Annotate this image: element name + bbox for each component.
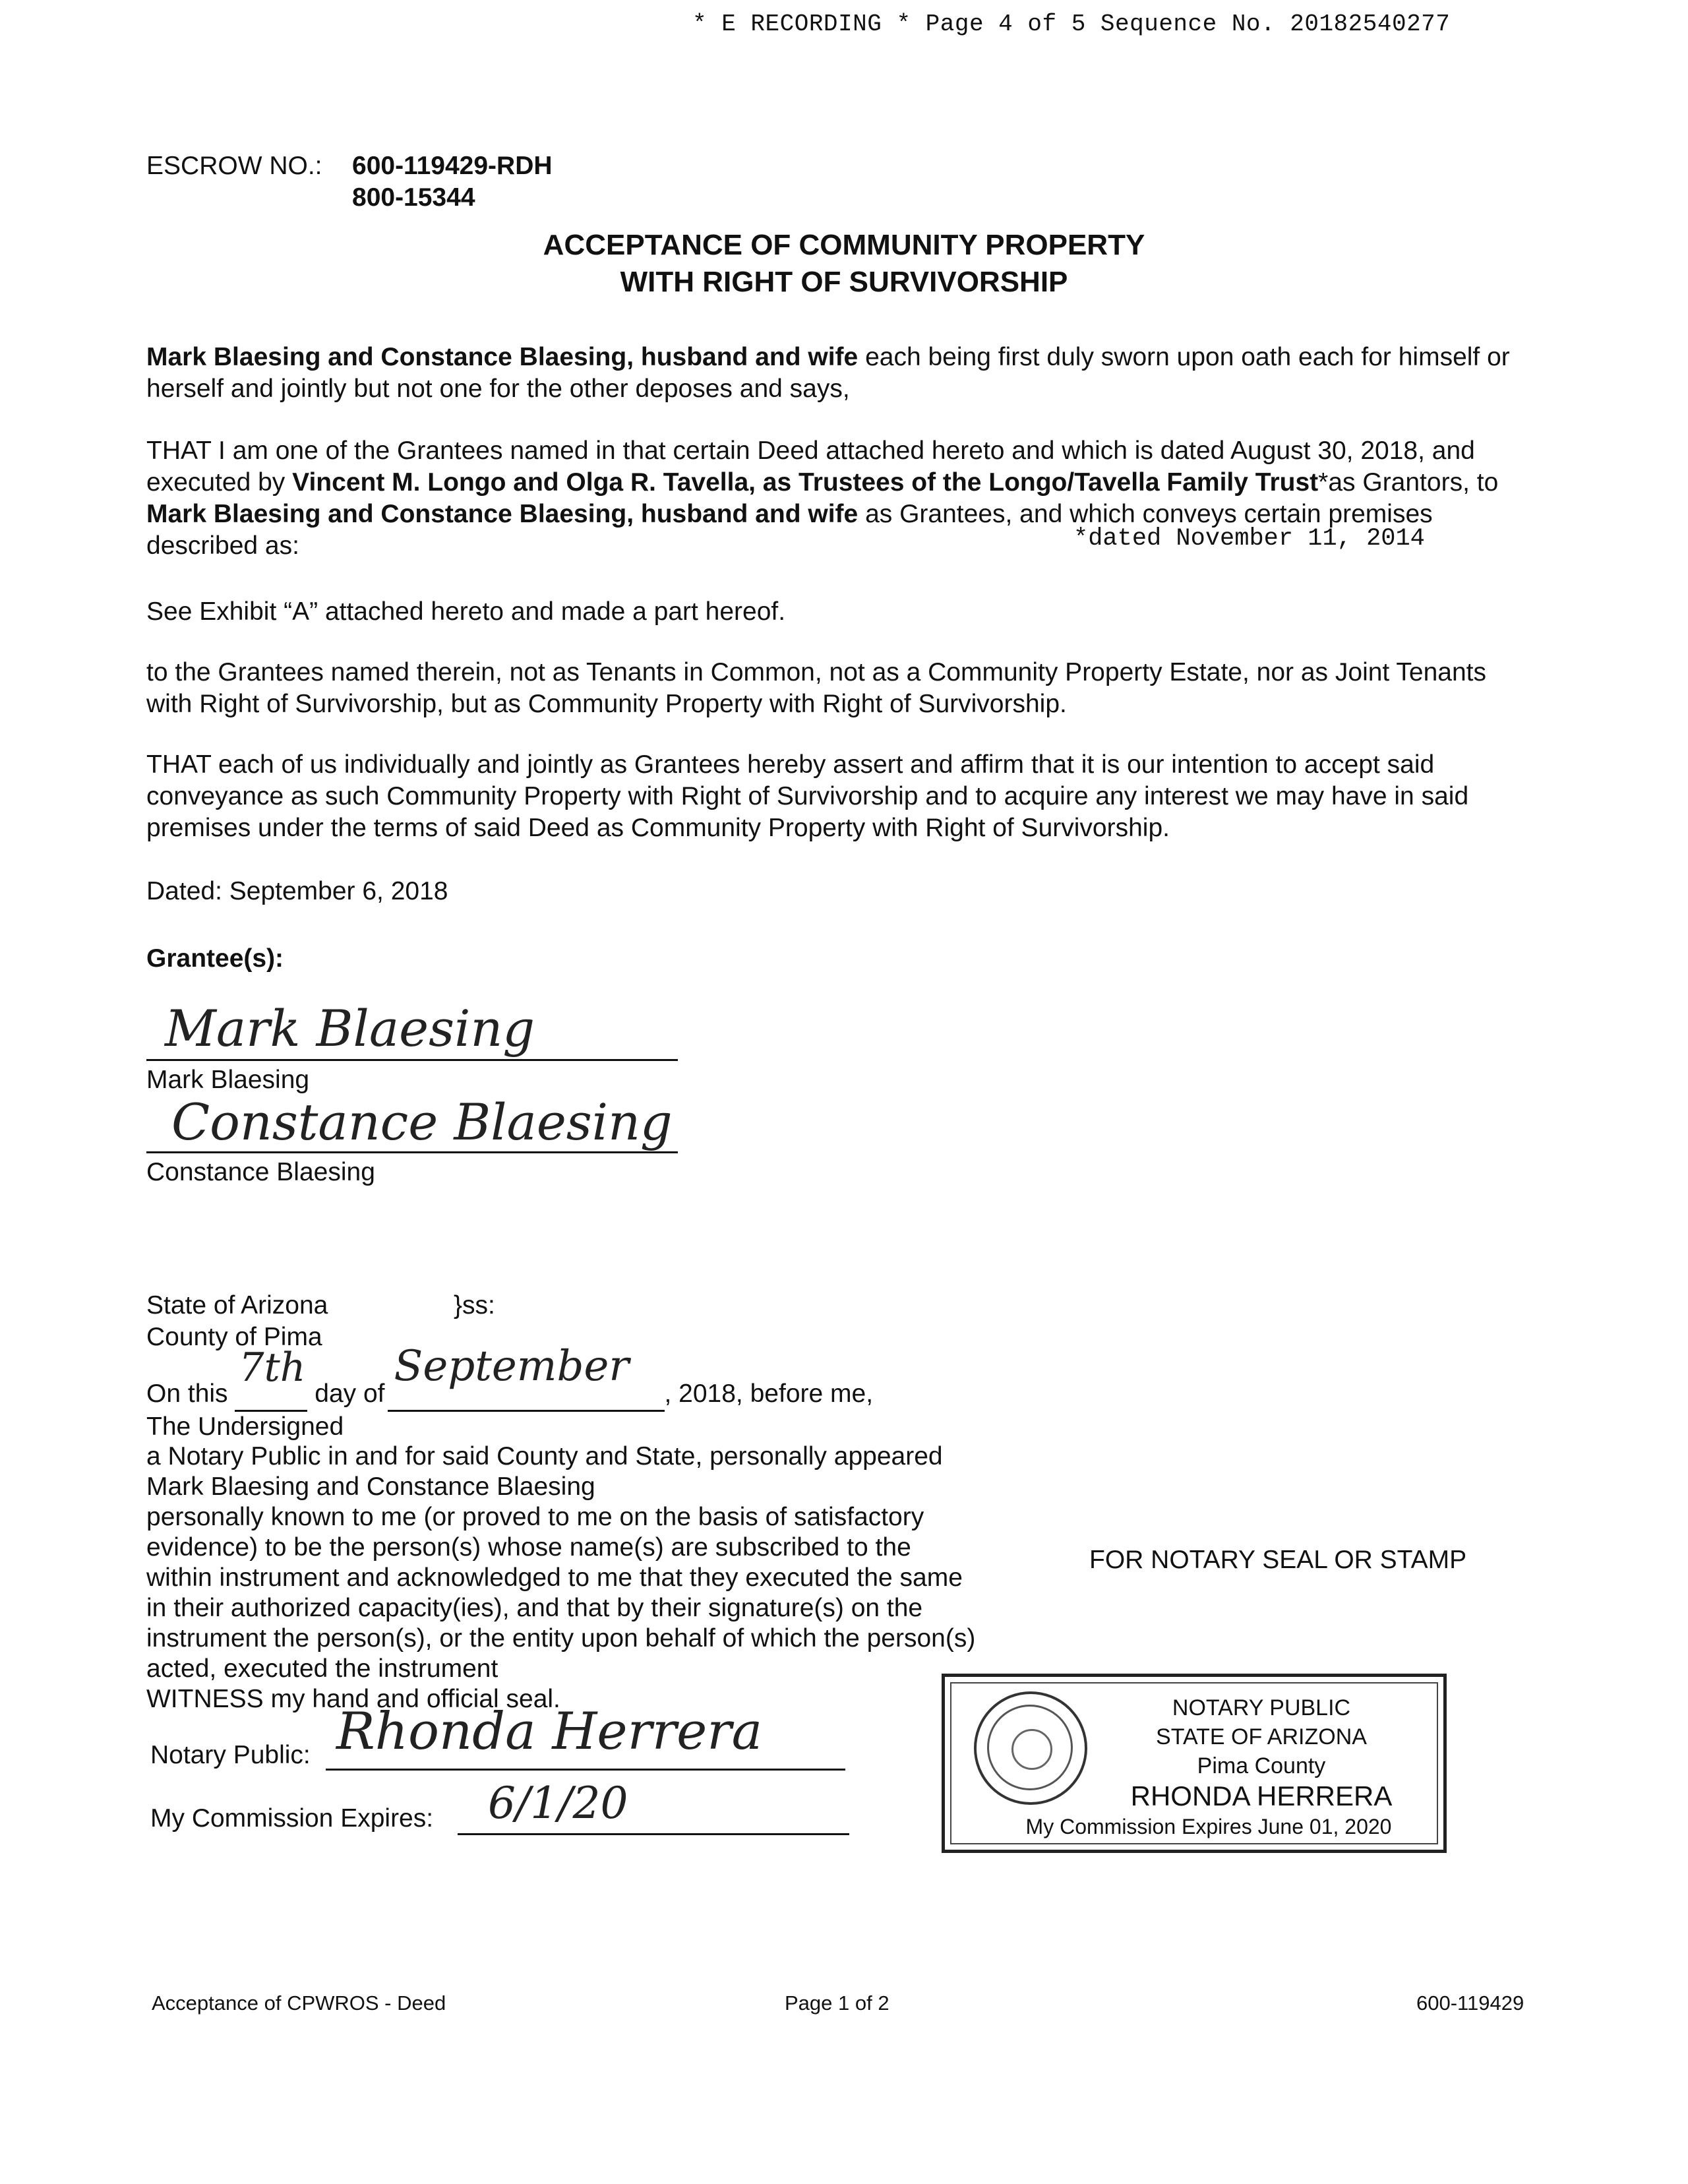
notary-signature: Rhonda Herrera: [336, 1702, 763, 1761]
exhibit-reference: See Exhibit “A” attached hereto and made a part hereof.: [146, 597, 786, 626]
notary-public-label: Notary Public:: [150, 1741, 311, 1769]
notary-state: State of Arizona: [146, 1291, 328, 1320]
escrow-number-primary: 600-119429-RDH: [352, 152, 553, 180]
notary-month-field: September: [388, 1378, 665, 1412]
commission-expires-label: My Commission Expires:: [150, 1804, 434, 1833]
grantees-names-2: Mark Blaesing and Constance Blaesing, husband and wife: [146, 500, 859, 528]
escrow-block: [146, 150, 553, 214]
tenancy-paragraph: to the Grantees named therein, not as Tenants in Common, not as a Community Property Estate, nor as Joint Tenants with Right of Survivorship, but as Community Property with Right of Survivorship.: [146, 658, 1486, 718]
stamp-notary-name: RHONDA HERRERA: [1130, 1780, 1393, 1811]
notary-stamp: [942, 1674, 1447, 1853]
grantee2-name: Constance Blaesing: [146, 1158, 375, 1186]
escrow-number-secondary: 800-15344: [352, 183, 475, 212]
escrow-label: ESCROW NO.:: [146, 152, 322, 180]
affirmation-paragraph: THAT each of us individually and jointly as Grantees hereby assert and affirm that it is our intention to accept said conveyance as such Community Property with Right of Survivorship and to acquire any interest we may have in said premises under the terms of said Deed as Community Property with Right of Survivorship.: [146, 750, 1469, 842]
document-title: [0, 227, 1688, 301]
notary-signature-line: [326, 1769, 845, 1771]
sworn-statement-paragraph: Mark Blaesing and Constance Blaesing, husband and wife each being first duly sworn upon oath each for himself or herself and jointly but not one for the other deposes and says,: [146, 343, 1510, 403]
handwritten-asterisk: *: [1318, 468, 1329, 497]
title-line-1: ACCEPTANCE OF COMMUNITY PROPERTY: [543, 229, 1145, 261]
notary-seal-caption: FOR NOTARY SEAL OR STAMP: [1089, 1546, 1467, 1574]
stamp-line-3: Pima County: [1197, 1753, 1326, 1778]
recording-header: * E RECORDING * Page 4 of 5 Sequence No. 20182540277: [692, 11, 1451, 38]
grantee2-signature: Constance Blaesing: [171, 1093, 673, 1151]
arizona-state-seal: [974, 1691, 1087, 1805]
stamp-commission-expiry: My Commission Expires June 01, 2020: [1025, 1815, 1392, 1838]
commission-expires-value: 6/1/20: [488, 1778, 628, 1829]
commission-expires-line: [458, 1833, 849, 1835]
grantee2-signature-line: [146, 1151, 678, 1153]
grantee1-signature-line: [146, 1059, 678, 1061]
grantees-label: Grantee(s):: [146, 944, 284, 973]
notary-day-field: 7th: [235, 1378, 307, 1412]
deed-reference-paragraph: THAT I am one of the Grantees named in that certain Deed attached hereto and which is dated August 30, 2018, and executed by Vincent M. Longo and Olga R. Tavella, as Trustees of the Longo/Tavella Family Trust*as Grantors, to Mark Blaesing and Constance Blaesing, husband and wife as Grantees, and which conveys certain premises described as:: [146, 437, 1499, 560]
footer-document-name: Acceptance of CPWROS - Deed: [152, 1991, 446, 2015]
stamp-line-1: NOTARY PUBLIC: [1172, 1695, 1351, 1720]
undersigned-line: The Undersigned: [146, 1412, 344, 1441]
dated-line: Dated: September 6, 2018: [146, 877, 448, 905]
footer-page-number: Page 1 of 2: [785, 1991, 889, 2015]
stamp-line-2: STATE OF ARIZONA: [1156, 1724, 1367, 1749]
grantors-names: Vincent M. Longo and Olga R. Tavella, as Trustees of the Longo/Tavella Family Trust: [292, 468, 1319, 497]
trust-date-note: *dated November 11, 2014: [1073, 525, 1425, 553]
acknowledgment-date-line: On this 7th day of September , 2018, before me,: [146, 1378, 873, 1412]
notary-county: County of Pima: [146, 1323, 322, 1351]
grantee1-signature: Mark Blaesing: [165, 999, 535, 1058]
grantees-names: Mark Blaesing and Constance Blaesing, husband and wife: [146, 343, 859, 371]
notary-ss: }ss:: [454, 1291, 495, 1320]
title-line-2: WITH RIGHT OF SURVIVORSHIP: [620, 266, 1068, 298]
footer-escrow-number: 600-119429: [1416, 1991, 1524, 2015]
acknowledgment-body: a Notary Public in and for said County and State, personally appeared Mark Blaesing and Constance Blaesing personally known to me (or proved to me on the basis of satisfactory evidence) to be the person(s) whose name(s) are subscribed to the within instrument and acknowledged to me that they executed the same in their authorized capacity(ies), and that by their signature(s) on the instrument the person(s), or the entity upon behalf of which the person(s) acted, executed the instrument WITNESS my hand and official seal.: [146, 1442, 976, 1713]
grantee1-name: Mark Blaesing: [146, 1066, 310, 1094]
